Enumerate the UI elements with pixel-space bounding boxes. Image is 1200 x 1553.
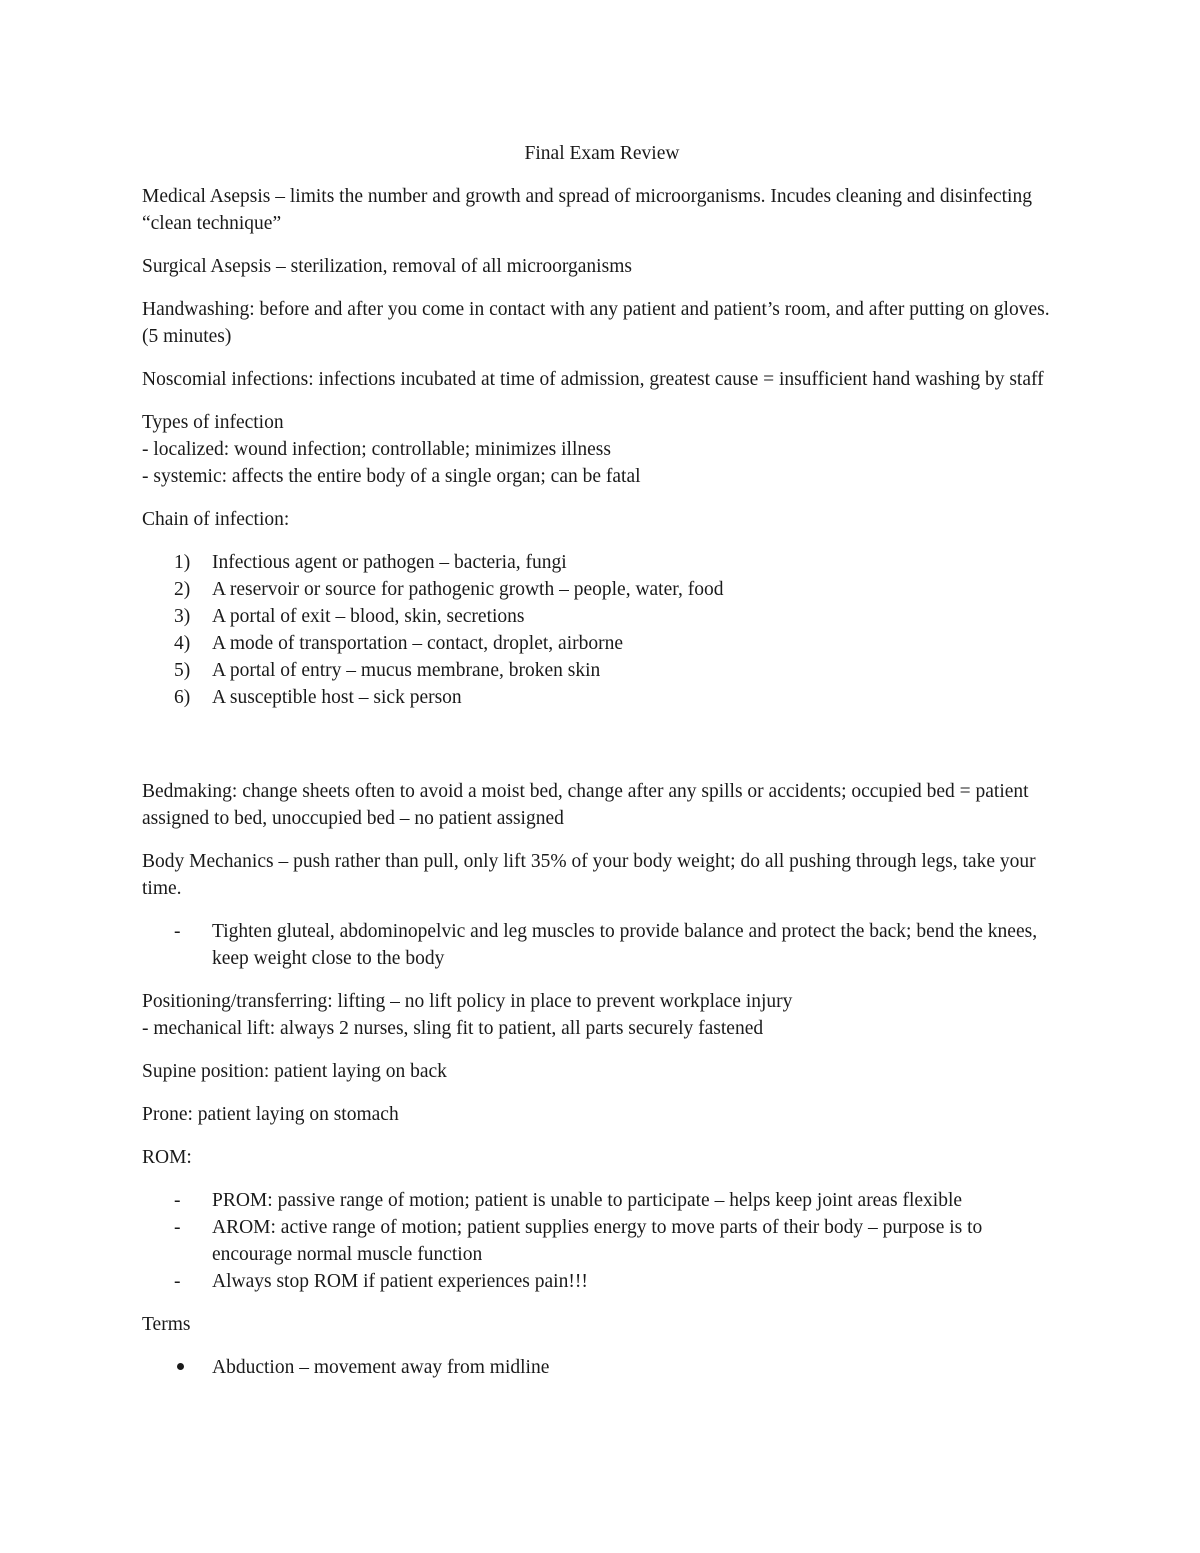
list-item-text: A mode of transportation – contact, droplet, airborne (212, 633, 624, 654)
list-item-text: A portal of exit – blood, skin, secretions (212, 606, 525, 627)
list-item (142, 1187, 1062, 1214)
body-mechanics-paragraph: Body Mechanics – push rather than pull, only lift 35% of your body weight; do all pushing through legs, take your time. (142, 851, 1036, 899)
types-heading: Types of infection (142, 412, 284, 433)
list-item-text: Abduction – movement away from midline (212, 1357, 550, 1378)
list-marker: - (174, 921, 181, 942)
bullet-icon (142, 1354, 212, 1381)
list-marker: 4) (174, 633, 191, 654)
list-item (142, 549, 1062, 576)
list-item (142, 1214, 1062, 1268)
terms-list (142, 1354, 1062, 1381)
types-of-infection-block (142, 409, 1062, 490)
list-item (142, 603, 1062, 630)
types-systemic: - systemic: affects the entire body of a single organ; can be fatal (142, 466, 641, 487)
list-item-text: A reservoir or source for pathogenic growth – people, water, food (212, 579, 724, 600)
prone-paragraph: Prone: patient laying on stomach (142, 1104, 399, 1125)
bedmaking-paragraph: Bedmaking: change sheets often to avoid a moist bed, change after any spills or accidents; occupied bed = patient assigned to bed, unoccupied bed – no patient assigned (142, 781, 1029, 829)
list-item (142, 684, 1062, 711)
list-item (142, 918, 1062, 972)
list-marker: 2) (174, 579, 191, 600)
rom-list (142, 1187, 1062, 1295)
list-item (142, 657, 1062, 684)
list-item-text: A portal of entry – mucus membrane, broken skin (212, 660, 601, 681)
medical-asepsis-paragraph: Medical Asepsis – limits the number and growth and spread of microorganisms. Incudes cleaning and disinfecting “clean technique” (142, 186, 1032, 234)
document-title: Final Exam Review (524, 143, 680, 164)
list-item (142, 576, 1062, 603)
list-item-text: Tighten gluteal, abdominopelvic and leg muscles to provide balance and protect the back; bend the knees, keep weight close to the body (212, 921, 1038, 969)
terms-heading: Terms (142, 1314, 191, 1335)
list-marker: 3) (174, 606, 191, 627)
list-marker: 6) (174, 687, 191, 708)
chain-heading: Chain of infection: (142, 509, 290, 530)
list-marker: - (174, 1217, 181, 1238)
supine-paragraph: Supine position: patient laying on back (142, 1061, 447, 1082)
handwashing-paragraph: Handwashing: before and after you come in contact with any patient and patient’s room, and after putting on gloves. (5 minutes) (142, 299, 1050, 347)
blank-space (142, 727, 1062, 778)
list-marker: - (174, 1190, 181, 1211)
list-item-text: A susceptible host – sick person (212, 687, 462, 708)
list-item-text: PROM: passive range of motion; patient is unable to participate – helps keep joint areas flexible (212, 1190, 963, 1211)
list-item-text: Always stop ROM if patient experiences pain!!! (212, 1271, 588, 1292)
mechanical-lift-line: - mechanical lift: always 2 nurses, sling fit to patient, all parts securely fastened (142, 1018, 764, 1039)
list-marker: - (174, 1271, 181, 1292)
list-item-text: AROM: active range of motion; patient supplies energy to move parts of their body – purpose is to encourage normal muscle function (212, 1217, 983, 1265)
positioning-line: Positioning/transferring: lifting – no lift policy in place to prevent workplace injury (142, 991, 793, 1012)
list-marker: 1) (174, 552, 191, 573)
list-item (142, 1268, 1062, 1295)
surgical-asepsis-paragraph: Surgical Asepsis – sterilization, removal of all microorganisms (142, 256, 632, 277)
list-item (142, 1354, 1062, 1381)
types-localized: - localized: wound infection; controllable; minimizes illness (142, 439, 611, 460)
chain-of-infection-list (142, 549, 1062, 711)
document-page (142, 140, 1062, 1397)
list-item-text: Infectious agent or pathogen – bacteria, fungi (212, 552, 567, 573)
noscomial-paragraph: Noscomial infections: infections incubated at time of admission, greatest cause = insufficient hand washing by staff (142, 369, 1044, 390)
positioning-block (142, 988, 1062, 1042)
rom-heading: ROM: (142, 1147, 192, 1168)
body-mechanics-list (142, 918, 1062, 972)
list-item (142, 630, 1062, 657)
list-marker: 5) (174, 660, 191, 681)
